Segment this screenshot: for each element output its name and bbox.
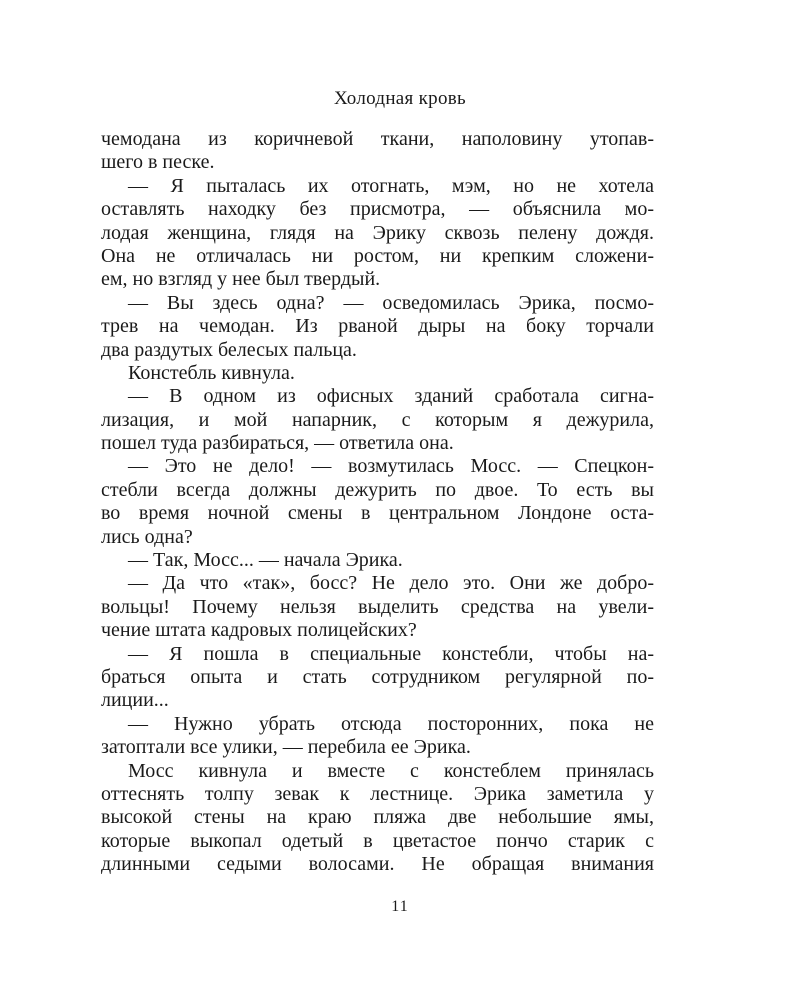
text-line: — Это не дело! — возмутилась Мосс. — Спецкон- bbox=[128, 455, 654, 478]
text-line: два раздутых белесых пальца. bbox=[101, 338, 357, 361]
text-line: во время ночной смены в центральном Лондоне оста- bbox=[101, 502, 654, 525]
body-text bbox=[101, 128, 654, 877]
text-line: чемодана из коричневой ткани, наполовину утопав- bbox=[101, 128, 654, 150]
text-line: лиции... bbox=[101, 689, 169, 712]
text-line: Мосс кивнула и вместе с констеблем принялась bbox=[128, 759, 654, 782]
text-line: — Я пыталась их отогнать, мэм, но не хотела bbox=[128, 174, 654, 197]
text-line: лодая женщина, глядя на Эрику сквозь пелену дождя. bbox=[101, 221, 654, 244]
text-line: вольцы! Почему нельзя выделить средства на увели- bbox=[101, 595, 654, 618]
text-line: — Я пошла в специальные констебли, чтобы на- bbox=[128, 642, 654, 665]
text-line: — Вы здесь одна? — осведомилась Эрика, посмо- bbox=[128, 291, 654, 314]
text-line: пошел туда разбираться, — ответила она. bbox=[101, 432, 454, 455]
text-line: длинными седыми волосами. Не обращая внимания bbox=[101, 853, 654, 876]
text-line: затоптали все улики, — перебила ее Эрика. bbox=[101, 736, 471, 759]
text-line: ем, но взгляд у нее был твердый. bbox=[101, 268, 381, 291]
text-line: — Да что «так», босс? Не дело это. Они же добро- bbox=[128, 572, 654, 595]
text-line: лизация, и мой напарник, с которым я дежурила, bbox=[101, 408, 654, 431]
text-line: которые выкопал одетый в цветастое пончо старик с bbox=[101, 829, 654, 852]
text-line: — В одном из офисных зданий сработала сигна- bbox=[128, 385, 654, 408]
text-line: высокой стены на краю пляжа две небольшие ямы, bbox=[101, 806, 654, 829]
page-number: 11 bbox=[391, 898, 409, 915]
text-line: браться опыта и стать сотрудником регулярной по- bbox=[101, 665, 654, 688]
text-line: — Так, Мосс... — начала Эрика. bbox=[128, 549, 403, 572]
text-line: лись одна? bbox=[101, 525, 193, 548]
text-line: — Нужно убрать отсюда посторонних, пока не bbox=[128, 712, 654, 735]
text-line: стебли всегда должны дежурить по двое. То есть вы bbox=[101, 478, 654, 501]
text-line: оставлять находку без присмотра, — объяснила мо- bbox=[101, 198, 654, 221]
text-line: трев на чемодан. Из рваной дыры на боку торчали bbox=[101, 315, 654, 338]
text-line: чение штата кадровых полицейских? bbox=[101, 619, 417, 642]
text-line: Она не отличалась ни ростом, ни крепким сложени- bbox=[101, 244, 654, 267]
running-head: Холодная кровь bbox=[333, 88, 467, 109]
text-line: Констебль кивнула. bbox=[128, 361, 295, 384]
text-line: шего в песке. bbox=[101, 151, 215, 174]
text-line: оттеснять толпу зевак к лестнице. Эрика заметила у bbox=[101, 782, 654, 805]
